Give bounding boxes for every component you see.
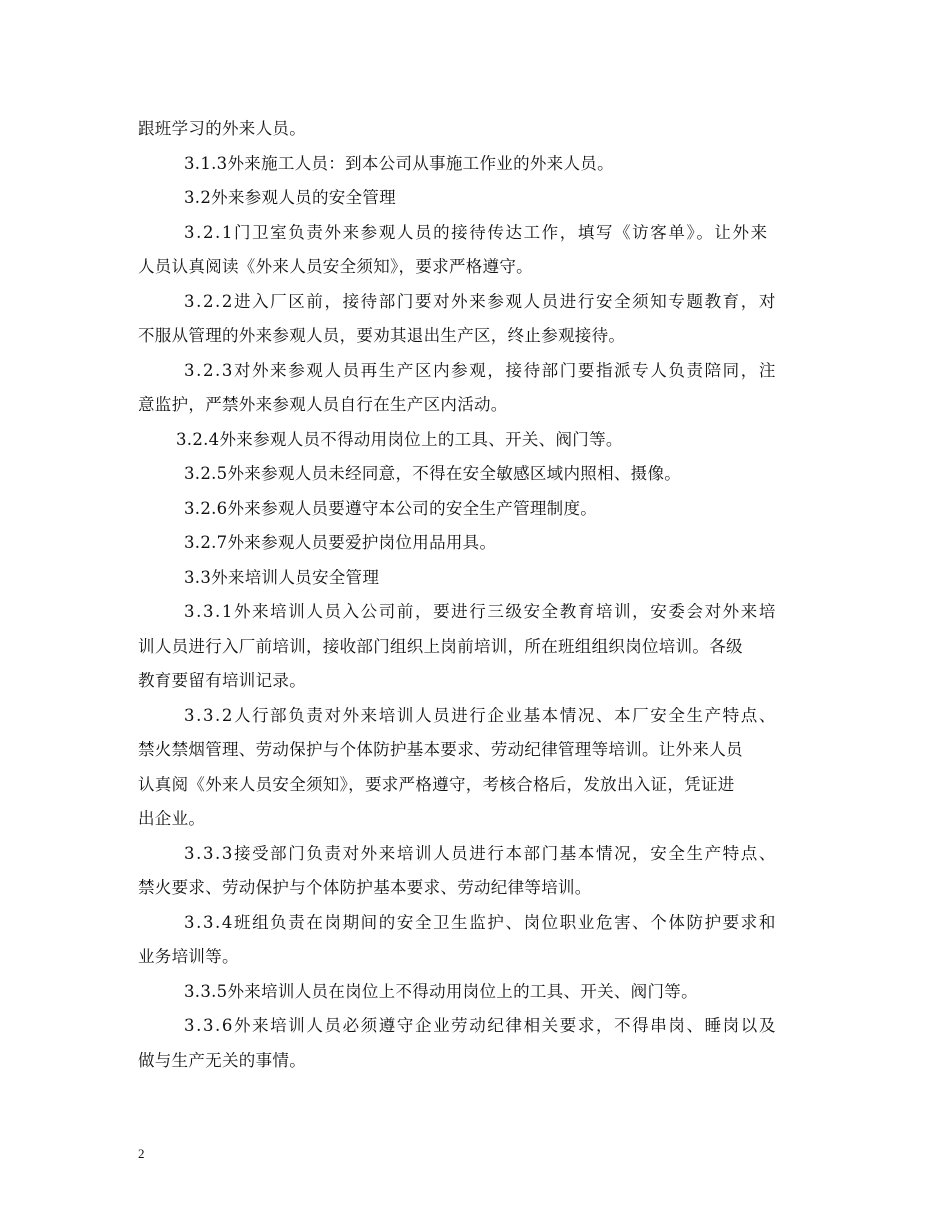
- text-line: 3.2.1门卫室负责外来参观人员的接待传达工作，填写《访客单》。让外来: [184, 222, 769, 242]
- text-line: 教育要留有培训记录。: [138, 671, 306, 690]
- text-line: 3.3.3接受部门负责对外来培训人员进行本部门基本情况，安全生产特点、: [184, 843, 777, 863]
- text-line: 认真阅《外来人员安全须知》，要求严格遵守，考核合格后，发放出入证，凭证进: [138, 774, 735, 794]
- text-line: 做与生产无关的事情。: [138, 1050, 306, 1070]
- text-line: 意监护，严禁外来参观人员自行在生产区内活动。: [138, 395, 508, 414]
- text-line: 3.2.3对外来参观人员再生产区内参观，接待部门要指派专人负责陪同，注: [184, 360, 777, 380]
- document-body: [138, 112, 814, 1078]
- text-line: 3.2.4外来参观人员不得动用岗位上的工具、开关、阀门等。: [176, 429, 623, 449]
- text-line: 3.2.7外来参观人员要爱护岗位用品用具。: [184, 533, 497, 552]
- text-line: 训人员进行入厂前培训，接收部门组织上岗前培训，所在班组组织岗位培训。各级: [138, 636, 743, 656]
- text-line: 业务培训等。: [138, 947, 239, 966]
- page-number: 2: [138, 1146, 145, 1161]
- text-line: 3.3.2人行部负责对外来培训人员进行企业基本情况、本厂安全生产特点、: [184, 705, 777, 725]
- text-line: 3.3.6外来培训人员必须遵守企业劳动纪律相关要求，不得串岗、睡岗以及: [184, 1016, 777, 1035]
- text-line: 禁火要求、劳动保护与个体防护基本要求、劳动纪律等培训。: [138, 878, 592, 897]
- text-line: 3.2外来参观人员的安全管理: [184, 188, 396, 207]
- text-line: 出企业。: [138, 809, 206, 828]
- text-line: 跟班学习的外来人员。: [138, 119, 306, 138]
- text-line: 禁火禁烟管理、劳动保护与个体防护基本要求、劳动纪律管理等培训。让外来人员: [138, 740, 743, 759]
- text-line: 3.3.5外来培训人员在岗位上不得动用岗位上的工具、开关、阀门等。: [184, 981, 698, 1001]
- text-line: 3.2.2进入厂区前，接待部门要对外来参观人员进行安全须知专题教育，对: [184, 291, 777, 311]
- text-line: 3.1.3外来施工人员：到本公司从事施工作业的外来人员。: [184, 153, 614, 173]
- text-line: 不服从管理的外来参观人员，要劝其退出生产区，终止参观接待。: [138, 326, 626, 345]
- text-line: 人员认真阅读《外来人员安全须知》，要求严格遵守。: [138, 257, 533, 276]
- text-line: 3.2.5外来参观人员未经同意，不得在安全敏感区域内照相、摄像。: [184, 464, 682, 483]
- text-line: 3.3外来培训人员安全管理: [184, 567, 380, 587]
- text-line: 3.2.6外来参观人员要遵守本公司的安全生产管理制度。: [184, 498, 598, 518]
- text-line: 3.3.4班组负责在岗期间的安全卫生监护、岗位职业危害、个体防护要求和: [184, 912, 777, 932]
- text-line: 3.3.1外来培训人员入公司前，要进行三级安全教育培训，安委会对外来培: [184, 602, 777, 621]
